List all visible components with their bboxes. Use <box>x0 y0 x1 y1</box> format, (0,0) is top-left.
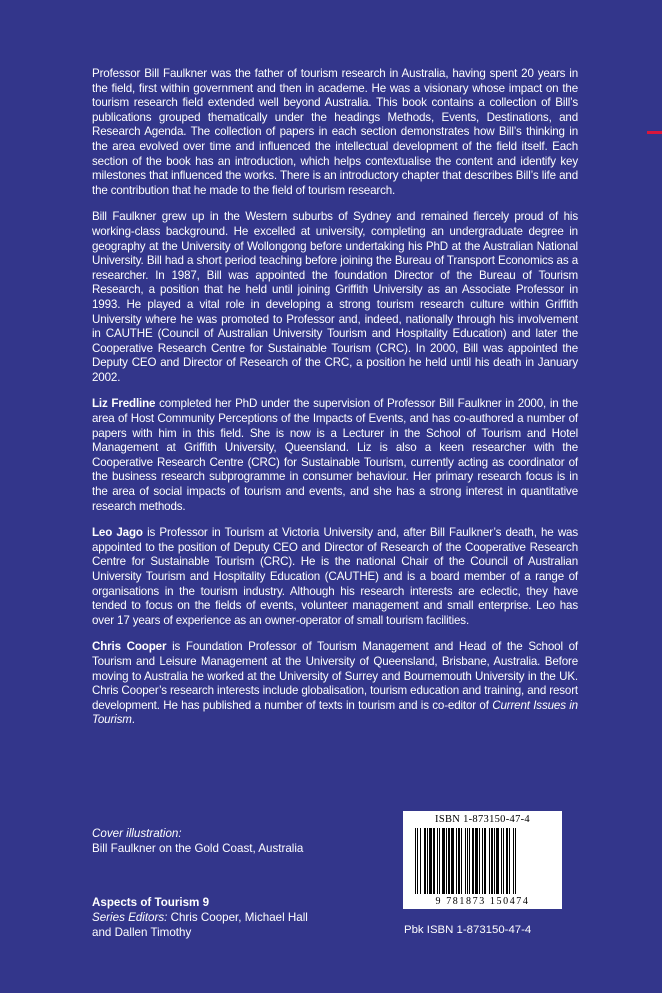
barcode-bar <box>442 828 445 894</box>
barcode-bar <box>469 828 470 894</box>
series-title: Aspects of Tourism 9 <box>92 896 210 909</box>
barcode-bar <box>475 828 478 894</box>
barcode-bar <box>461 828 462 894</box>
barcode-bar <box>456 828 457 894</box>
barcode-isbn-label: ISBN 1-873150-47-4 <box>435 814 530 825</box>
journal-title: Current Issues in Tourism <box>92 698 578 727</box>
barcode-bar <box>503 828 504 894</box>
barcode-bar <box>491 828 493 894</box>
pbk-isbn: Pbk ISBN 1-873150-47-4 <box>404 924 532 936</box>
cover-illustration-label: Cover illustration: <box>92 827 182 840</box>
barcode-bar <box>429 828 432 894</box>
barcode-bar <box>482 828 483 894</box>
author-bio-cooper <box>92 640 578 728</box>
barcode-bar <box>424 828 426 894</box>
barcode-bar <box>479 828 480 894</box>
barcode-bar <box>496 828 499 894</box>
barcode-bar <box>506 828 508 894</box>
cover-illustration-caption: Bill Faulkner on the Gold Coast, Australia <box>92 842 304 855</box>
barcode-bar <box>437 828 438 894</box>
author-bio-text: is Professor in Tourism at Victoria University and, after Bill Faulkner’s death, he was appointed to the position of Deputy CEO and Director of Research of the Cooperative Research Centre for Sustainable Tourism (CRC). He is the national Chair of the Council of Australian University Tourism and Hospitality Education (CAUTHE) and is a board member of a range of organisations in the tourism industry. Although his research interests are eclectic, they have tended to focus on the fields of events, volunteer management and small enterprise. Leo has over 17 years of experience as an owner-operator of small tourism facilities. <box>92 526 578 627</box>
series-editors-label: Series Editors: <box>92 911 168 924</box>
red-edge-mark <box>647 131 662 134</box>
barcode-bar <box>501 828 502 894</box>
barcode-bars <box>413 828 553 894</box>
isbn-barcode <box>403 811 562 909</box>
barcode-bar <box>448 828 450 894</box>
barcode-bar <box>515 828 516 894</box>
author-bio-text: is Foundation Professor of Tourism Management and Head of the School of Tourism and Leisure Management at the University of Queensland, Brisbane, Australia. Before moving to Australia he worked at the University of Surrey and Bournemouth University in the UK. Chris Cooper’s research interests include globalisation, tourism education and training, and resort development. He has published a number of texts in tourism and is co-editor of <box>92 640 578 712</box>
author-name: Liz Fredline <box>92 397 156 411</box>
barcode-bar <box>417 828 418 894</box>
barcode-bar <box>509 828 510 894</box>
intro-paragraph: Professor Bill Faulkner was the father of tourism research in Australia, having spent 20 years in the field, first within government and then in academe. He was a visionary whose impact on the tourism research field extended well beyond Australia. This book contains a collection of Bill’s publications grouped thematically under the headings Methods, Events, Destinations, and Research Agenda. The collection of papers in each section demonstrates how Bill’s thinking in the area evolved over time and influenced the intellectual development of the field itself. Each section of the book has an introduction, which helps contextualise the content and identify key milestones that influenced the works. There is an introductory chapter that describes Bill’s life and the contribution that he made to the field of tourism research. <box>92 67 578 197</box>
barcode-bar <box>484 828 486 894</box>
series-info <box>92 895 308 940</box>
author-bio-text: completed her PhD under the supervision of Professor Bill Faulkner in 2000, in the area of Host Community Perceptions of the Impacts of Events, and has co-authored a number of papers with him in this field. She is now is a Lecturer in the School of Tourism and Hotel Management at Griffith University, Queensland. Liz is also a keen researcher with the Cooperative Research Centre (CRC) for Sustainable Tourism, currently acting as coordinator of the business research subprogramme in consumer behaviour. Her primary research focus is in the area of social impacts of tourism and events, and she has a strong interest in quantitative research methods. <box>92 397 578 513</box>
cover-illustration-credit <box>92 826 303 856</box>
barcode-bar <box>427 828 428 894</box>
barcode-bar <box>458 828 460 894</box>
series-editors <box>92 910 308 925</box>
author-bio-end: . <box>131 713 135 727</box>
author-bio-jago <box>92 526 578 628</box>
barcode-bar <box>472 828 474 894</box>
barcode-bar <box>467 828 468 894</box>
barcode-bar <box>494 828 495 894</box>
author-name: Leo Jago <box>92 526 143 540</box>
barcode-bar <box>446 828 447 894</box>
barcode-digits: 9 781873 150474 <box>435 896 530 907</box>
author-name: Chris Cooper <box>92 640 167 654</box>
biography-paragraph: Bill Faulkner grew up in the Western suburbs of Sydney and remained fiercely proud of his working-class background. He excelled at university, completing an undergraduate degree in geography at the University of Wollongong before undertaking his PhD at the Australian National University. Bill had a short period teaching before joining the Bureau of Transport Economics as a researcher. In 1987, Bill was appointed the foundation Director of the Bureau of Tourism Research, a position that he held until joining Griffith University as an Associate Professor in 1993. He played a vital role in developing a strong tourism research culture within Griffith University where he was promoted to Professor and, indeed, nationally through his involvement in CAUTHE (Council of Australian University Tourism and Hospitality Education) and later the Cooperative Research Centre for Sustainable Tourism (CRC). In 2000, Bill was appointed the Deputy CEO and Director of Research of the CRC, a position he held until his death in January 2002. <box>92 210 578 384</box>
barcode-bar <box>433 828 435 894</box>
series-editors-names: Chris Cooper, Michael Hall <box>167 911 308 924</box>
series-editors-line2: and Dallen Timothy <box>92 926 192 939</box>
back-cover-text <box>92 67 578 740</box>
barcode-bar <box>451 828 454 894</box>
barcode-bar <box>465 828 466 894</box>
barcode-bar <box>420 828 421 894</box>
barcode-bar <box>439 828 440 894</box>
author-bio-fredline <box>92 397 578 514</box>
barcode-bar <box>415 828 416 894</box>
barcode-bar <box>513 828 514 894</box>
barcode-bar <box>489 828 490 894</box>
